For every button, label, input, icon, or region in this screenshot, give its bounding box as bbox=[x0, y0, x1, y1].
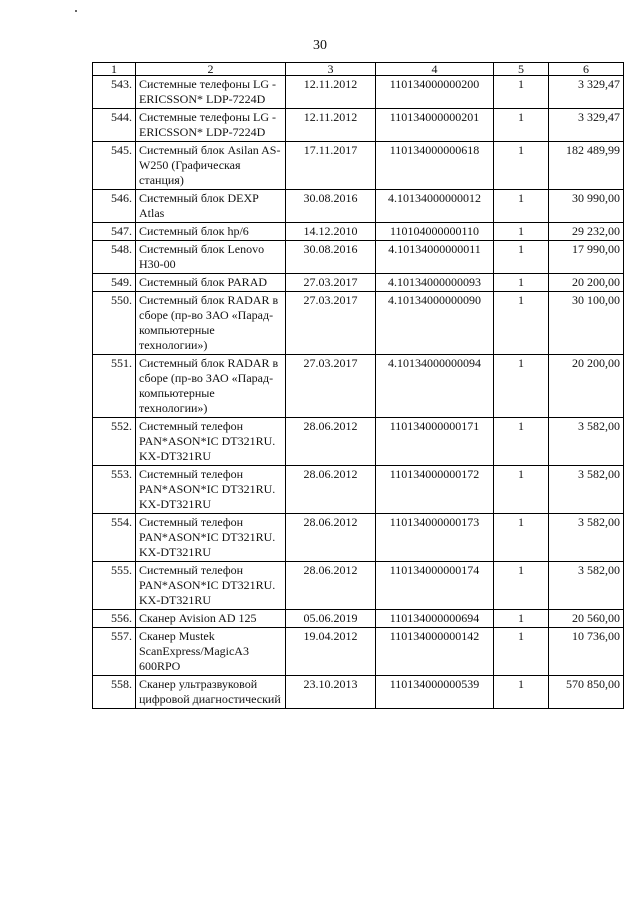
row-number: 546. bbox=[93, 190, 136, 223]
quantity: 1 bbox=[494, 514, 549, 562]
table-row bbox=[93, 514, 624, 562]
column-header: 5 bbox=[494, 63, 549, 76]
column-header: 1 bbox=[93, 63, 136, 76]
table-row bbox=[93, 628, 624, 676]
table-row bbox=[93, 241, 624, 274]
acquisition-date: 30.08.2016 bbox=[286, 241, 376, 274]
item-name: Системный телефон PAN*ASON*IC DT321RU. KX-DT321RU bbox=[136, 562, 286, 610]
item-name: Системные телефоны LG -ERICSSON* LDP-7224D bbox=[136, 76, 286, 109]
row-number: 547. bbox=[93, 223, 136, 241]
cost-value: 3 582,00 bbox=[549, 466, 624, 514]
row-number: 548. bbox=[93, 241, 136, 274]
row-number: 545. bbox=[93, 142, 136, 190]
inventory-number: 4.10134000000093 bbox=[376, 274, 494, 292]
quantity: 1 bbox=[494, 355, 549, 418]
quantity: 1 bbox=[494, 241, 549, 274]
inventory-number: 110134000000172 bbox=[376, 466, 494, 514]
item-name: Системные телефоны LG -ERICSSON* LDP-7224D bbox=[136, 109, 286, 142]
inventory-number: 4.10134000000090 bbox=[376, 292, 494, 355]
item-name: Системный блок Lenovo H30-00 bbox=[136, 241, 286, 274]
inventory-number: 110104000000110 bbox=[376, 223, 494, 241]
acquisition-date: 28.06.2012 bbox=[286, 466, 376, 514]
item-name: Системный блок RADAR в сборе (пр-во ЗАО «Парад-компьютерные технологии») bbox=[136, 292, 286, 355]
cost-value: 30 990,00 bbox=[549, 190, 624, 223]
acquisition-date: 05.06.2019 bbox=[286, 610, 376, 628]
cost-value: 20 200,00 bbox=[549, 355, 624, 418]
row-number: 555. bbox=[93, 562, 136, 610]
row-number: 557. bbox=[93, 628, 136, 676]
row-number: 552. bbox=[93, 418, 136, 466]
acquisition-date: 14.12.2010 bbox=[286, 223, 376, 241]
quantity: 1 bbox=[494, 610, 549, 628]
inventory-number: 110134000000618 bbox=[376, 142, 494, 190]
inventory-number: 110134000000201 bbox=[376, 109, 494, 142]
row-number: 551. bbox=[93, 355, 136, 418]
quantity: 1 bbox=[494, 466, 549, 514]
quantity: 1 bbox=[494, 676, 549, 709]
table-row bbox=[93, 109, 624, 142]
cost-value: 10 736,00 bbox=[549, 628, 624, 676]
table-row bbox=[93, 223, 624, 241]
item-name: Системный блок hp/6 bbox=[136, 223, 286, 241]
item-name: Системный блок RADAR в сборе (пр-во ЗАО «Парад-компьютерные технологии») bbox=[136, 355, 286, 418]
cost-value: 3 329,47 bbox=[549, 109, 624, 142]
row-number: 553. bbox=[93, 466, 136, 514]
table-row bbox=[93, 610, 624, 628]
table-row bbox=[93, 274, 624, 292]
column-header: 4 bbox=[376, 63, 494, 76]
cost-value: 3 582,00 bbox=[549, 514, 624, 562]
table-row bbox=[93, 142, 624, 190]
table-row bbox=[93, 292, 624, 355]
column-header: 6 bbox=[549, 63, 624, 76]
acquisition-date: 27.03.2017 bbox=[286, 274, 376, 292]
table-row bbox=[93, 418, 624, 466]
quantity: 1 bbox=[494, 76, 549, 109]
cost-value: 20 560,00 bbox=[549, 610, 624, 628]
item-name: Системный блок PARAD bbox=[136, 274, 286, 292]
cost-value: 17 990,00 bbox=[549, 241, 624, 274]
item-name: Системный телефон PAN*ASON*IC DT321RU. KX-DT321RU bbox=[136, 466, 286, 514]
quantity: 1 bbox=[494, 628, 549, 676]
inventory-number: 110134000000694 bbox=[376, 610, 494, 628]
table-row bbox=[93, 676, 624, 709]
row-number: 550. bbox=[93, 292, 136, 355]
row-number: 549. bbox=[93, 274, 136, 292]
quantity: 1 bbox=[494, 142, 549, 190]
table-header-row bbox=[93, 63, 624, 76]
cost-value: 20 200,00 bbox=[549, 274, 624, 292]
acquisition-date: 12.11.2012 bbox=[286, 109, 376, 142]
cost-value: 29 232,00 bbox=[549, 223, 624, 241]
inventory-number: 110134000000171 bbox=[376, 418, 494, 466]
row-number: 544. bbox=[93, 109, 136, 142]
inventory-number: 110134000000174 bbox=[376, 562, 494, 610]
inventory-number: 4.10134000000011 bbox=[376, 241, 494, 274]
item-name: Сканер ультразвуковой цифровой диагностический bbox=[136, 676, 286, 709]
acquisition-date: 28.06.2012 bbox=[286, 514, 376, 562]
quantity: 1 bbox=[494, 190, 549, 223]
quantity: 1 bbox=[494, 274, 549, 292]
cost-value: 182 489,99 bbox=[549, 142, 624, 190]
quantity: 1 bbox=[494, 562, 549, 610]
inventory-number: 4.10134000000012 bbox=[376, 190, 494, 223]
acquisition-date: 30.08.2016 bbox=[286, 190, 376, 223]
inventory-number: 4.10134000000094 bbox=[376, 355, 494, 418]
acquisition-date: 28.06.2012 bbox=[286, 562, 376, 610]
acquisition-date: 28.06.2012 bbox=[286, 418, 376, 466]
acquisition-date: 19.04.2012 bbox=[286, 628, 376, 676]
row-number: 556. bbox=[93, 610, 136, 628]
row-number: 554. bbox=[93, 514, 136, 562]
inventory-table bbox=[92, 62, 624, 709]
item-name: Системный телефон PAN*ASON*IC DT321RU. KX-DT321RU bbox=[136, 418, 286, 466]
item-name: Системный блок DEXP Atlas bbox=[136, 190, 286, 223]
inventory-number: 110134000000142 bbox=[376, 628, 494, 676]
table-row bbox=[93, 76, 624, 109]
row-number: 543. bbox=[93, 76, 136, 109]
quantity: 1 bbox=[494, 109, 549, 142]
page-number: 30 bbox=[313, 38, 327, 53]
item-name: Сканер Mustek ScanExpress/MagicA3 600RPO bbox=[136, 628, 286, 676]
cost-value: 3 582,00 bbox=[549, 418, 624, 466]
inventory-number: 110134000000200 bbox=[376, 76, 494, 109]
column-header: 3 bbox=[286, 63, 376, 76]
cost-value: 3 329,47 bbox=[549, 76, 624, 109]
table-row bbox=[93, 562, 624, 610]
cost-value: 3 582,00 bbox=[549, 562, 624, 610]
scan-mark bbox=[75, 10, 77, 12]
cost-value: 570 850,00 bbox=[549, 676, 624, 709]
column-header: 2 bbox=[136, 63, 286, 76]
acquisition-date: 23.10.2013 bbox=[286, 676, 376, 709]
cost-value: 30 100,00 bbox=[549, 292, 624, 355]
quantity: 1 bbox=[494, 418, 549, 466]
table-row bbox=[93, 190, 624, 223]
acquisition-date: 12.11.2012 bbox=[286, 76, 376, 109]
quantity: 1 bbox=[494, 223, 549, 241]
item-name: Системный телефон PAN*ASON*IC DT321RU. KX-DT321RU bbox=[136, 514, 286, 562]
item-name: Системный блок Asilan AS-W250 (Графическая станция) bbox=[136, 142, 286, 190]
table-row bbox=[93, 466, 624, 514]
item-name: Сканер Avision AD 125 bbox=[136, 610, 286, 628]
inventory-number: 110134000000539 bbox=[376, 676, 494, 709]
row-number: 558. bbox=[93, 676, 136, 709]
acquisition-date: 27.03.2017 bbox=[286, 292, 376, 355]
table-row bbox=[93, 355, 624, 418]
inventory-number: 110134000000173 bbox=[376, 514, 494, 562]
quantity: 1 bbox=[494, 292, 549, 355]
acquisition-date: 17.11.2017 bbox=[286, 142, 376, 190]
acquisition-date: 27.03.2017 bbox=[286, 355, 376, 418]
